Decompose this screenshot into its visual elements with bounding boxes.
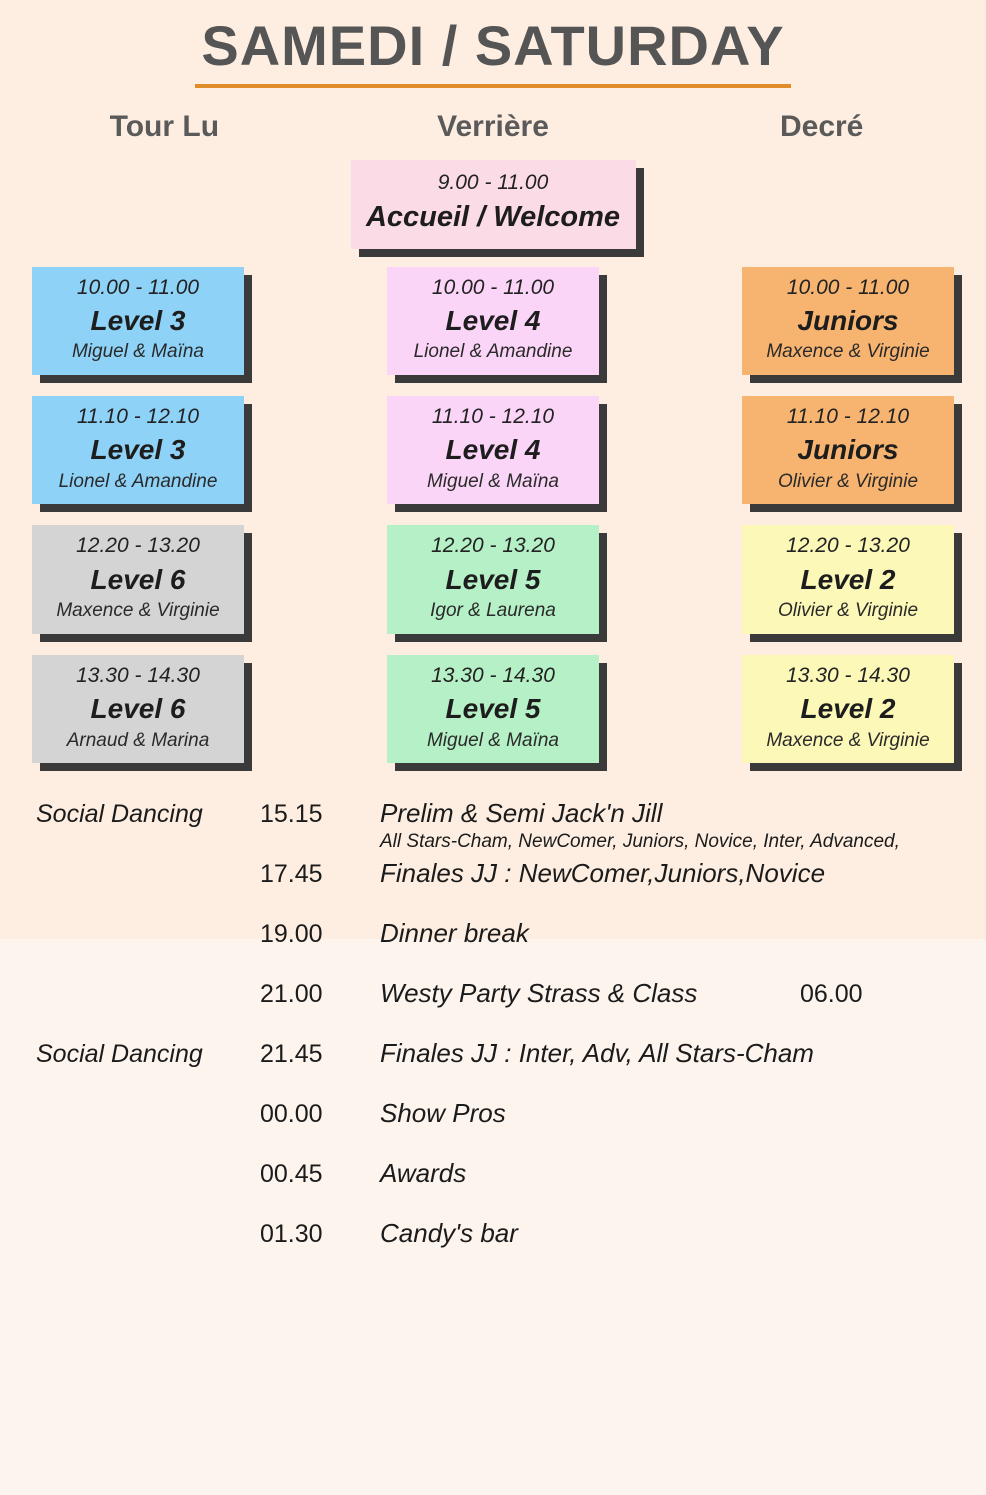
class-time: 11.10 - 12.10 <box>786 404 910 428</box>
class-row <box>0 655 986 763</box>
class-cell <box>385 267 601 375</box>
class-level: Level 4 <box>445 434 541 466</box>
class-card <box>742 396 954 504</box>
evening-time: 21.45 <box>260 1040 323 1069</box>
class-time: 13.30 - 14.30 <box>76 663 200 687</box>
class-time: 12.20 - 13.20 <box>76 534 200 558</box>
evening-row <box>0 1218 986 1278</box>
evening-social-label: Social Dancing <box>36 1040 203 1069</box>
room-column-decre <box>657 110 986 144</box>
class-teachers: Maxence & Virginie <box>56 600 220 622</box>
class-teachers: Maxence & Virginie <box>766 729 930 751</box>
room-name-verriere: Verrière <box>437 110 549 144</box>
class-cell <box>740 655 956 763</box>
class-level: Level 3 <box>90 434 186 466</box>
evening-row <box>0 918 986 978</box>
evening-social-label <box>0 1218 260 1220</box>
class-cell <box>385 525 601 633</box>
page-title-wrap <box>0 0 986 88</box>
class-cell <box>385 396 601 504</box>
class-teachers: Olivier & Virginie <box>777 600 919 622</box>
class-teachers: Lionel & Amandine <box>58 470 218 492</box>
room-name-decre: Decré <box>779 110 864 144</box>
class-teachers: Miguel & Maïna <box>71 341 204 363</box>
class-cell <box>30 267 246 375</box>
evening-row <box>0 978 986 1038</box>
page-title: SAMEDI / SATURDAY <box>195 14 790 88</box>
evening-time: 21.00 <box>260 980 323 1009</box>
class-card <box>387 525 599 633</box>
class-cell <box>385 655 601 763</box>
evening-description: Finales JJ : Inter, Adv, All Stars-Cham <box>380 1038 814 1069</box>
class-cell <box>740 396 956 504</box>
evening-time: 17.45 <box>260 860 323 889</box>
welcome-label: Accueil / Welcome <box>365 200 621 233</box>
evening-time: 19.00 <box>260 920 323 949</box>
class-level: Level 2 <box>800 693 896 725</box>
evening-social-label <box>0 978 260 980</box>
class-card <box>742 267 954 375</box>
class-level: Level 4 <box>445 304 541 336</box>
evening-schedule <box>0 784 986 1278</box>
evening-row <box>0 1098 986 1158</box>
class-time: 11.10 - 12.10 <box>431 404 555 428</box>
class-card <box>742 655 954 763</box>
class-teachers: Arnaud & Marina <box>66 729 210 751</box>
room-column-tour-lu <box>0 110 329 144</box>
class-cell <box>30 396 246 504</box>
class-time: 13.30 - 14.30 <box>786 663 910 687</box>
class-teachers: Maxence & Virginie <box>766 341 930 363</box>
class-card <box>32 525 244 633</box>
evening-description: Awards <box>380 1158 467 1189</box>
evening-description <box>380 798 986 853</box>
class-card <box>387 267 599 375</box>
evening-row <box>0 798 986 858</box>
evening-social-label: Social Dancing <box>36 800 203 829</box>
class-cell <box>740 525 956 633</box>
welcome-card <box>351 160 636 248</box>
evening-social-label <box>0 858 260 860</box>
class-teachers: Miguel & Maïna <box>426 729 559 751</box>
evening-description: Finales JJ : NewComer,Juniors,Novice <box>380 858 826 889</box>
evening-time: 00.00 <box>260 1100 323 1129</box>
evening-end-time: 06.00 <box>800 980 863 1009</box>
class-teachers: Igor & Laurena <box>430 600 556 622</box>
class-cell <box>30 655 246 763</box>
evening-time: 01.30 <box>260 1220 323 1249</box>
class-teachers: Lionel & Amandine <box>413 341 573 363</box>
evening-row <box>0 858 986 918</box>
class-teachers: Miguel & Maïna <box>426 470 559 492</box>
class-level: Level 5 <box>445 563 541 595</box>
class-level: Level 5 <box>445 693 541 725</box>
evening-description-main: Prelim & Semi Jack'n Jill <box>380 798 663 829</box>
welcome-row <box>0 160 986 248</box>
evening-row <box>0 1158 986 1218</box>
class-row <box>0 525 986 633</box>
class-level: Level 3 <box>90 304 186 336</box>
class-card <box>387 655 599 763</box>
evening-description: Candy's bar <box>380 1218 518 1249</box>
class-time: 10.00 - 11.00 <box>786 275 910 299</box>
class-time: 10.00 - 11.00 <box>76 275 200 299</box>
class-time: 12.20 - 13.20 <box>786 534 910 558</box>
class-card <box>387 396 599 504</box>
class-time: 10.00 - 11.00 <box>431 275 555 299</box>
class-teachers: Olivier & Virginie <box>777 470 919 492</box>
class-row <box>0 267 986 375</box>
class-level: Level 6 <box>90 693 186 725</box>
evening-time: 00.45 <box>260 1160 323 1189</box>
evening-description-main: Westy Party Strass & Class <box>380 978 698 1009</box>
evening-social-label <box>0 1098 260 1100</box>
evening-social-label <box>0 1158 260 1160</box>
room-name-tour-lu: Tour Lu <box>109 110 220 144</box>
evening-time: 15.15 <box>260 800 323 829</box>
class-grid <box>0 267 986 764</box>
class-level: Level 6 <box>90 563 186 595</box>
class-level: Juniors <box>797 304 899 336</box>
class-card <box>742 525 954 633</box>
class-level: Juniors <box>797 434 899 466</box>
evening-description-sub: All Stars-Cham, NewComer, Juniors, Novice, Inter, Advanced, <box>380 831 900 853</box>
evening-description <box>380 978 986 1009</box>
room-column-verriere <box>329 110 658 144</box>
room-header-row <box>0 110 986 144</box>
evening-description: Show Pros <box>380 1098 506 1129</box>
evening-description: Dinner break <box>380 918 529 949</box>
class-row <box>0 396 986 504</box>
welcome-time: 9.00 - 11.00 <box>437 171 549 195</box>
class-cell <box>740 267 956 375</box>
evening-row <box>0 1038 986 1098</box>
class-card <box>32 396 244 504</box>
class-level: Level 2 <box>800 563 896 595</box>
class-time: 13.30 - 14.30 <box>431 663 555 687</box>
class-card <box>32 655 244 763</box>
class-card <box>32 267 244 375</box>
class-time: 12.20 - 13.20 <box>431 534 555 558</box>
evening-social-label <box>0 918 260 920</box>
class-cell <box>30 525 246 633</box>
class-time: 11.10 - 12.10 <box>76 404 200 428</box>
